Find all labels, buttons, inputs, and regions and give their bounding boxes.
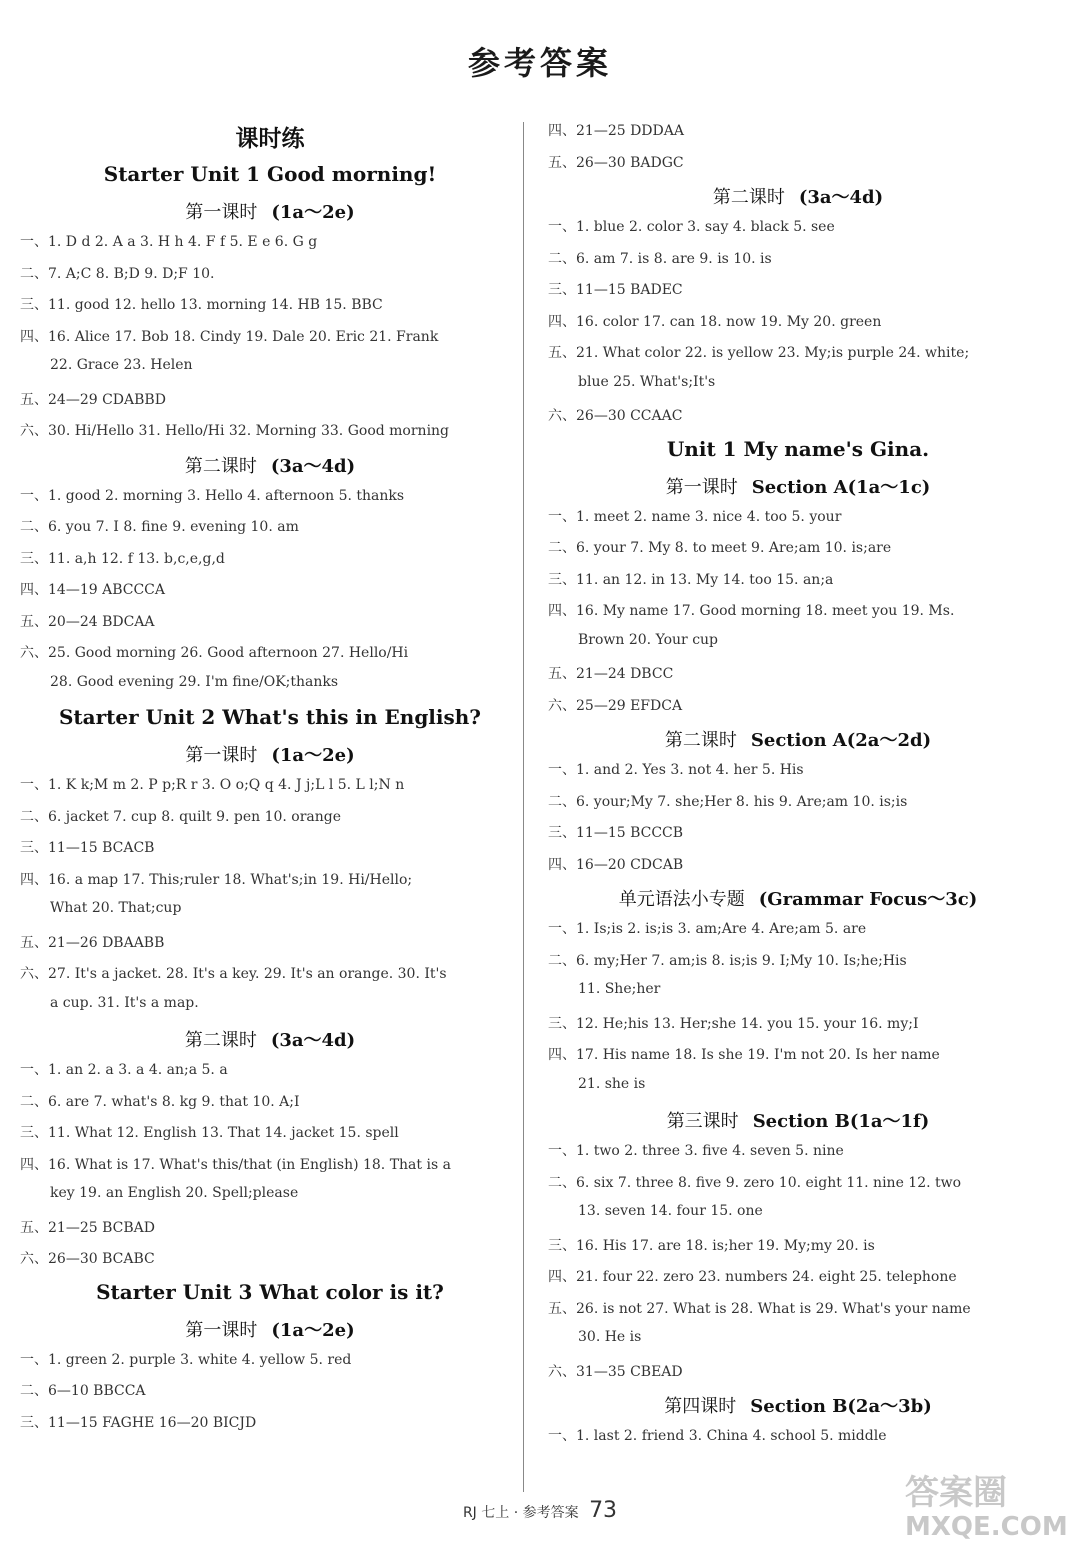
lesson-heading xyxy=(548,183,1048,209)
answer-line: 二、6. my;Her 7. am;is 8. is;is 9. I;My 10. Is;he;His xyxy=(548,952,907,969)
answer-line: 30. He is xyxy=(578,1329,642,1345)
answer-line: 三、11—15 BADEC xyxy=(548,282,683,298)
answer-line: 一、1. K k;M m 2. P p;R r 3. O o;Q q 4. J j;L l 5. L l;N n xyxy=(20,777,405,793)
answer-line: 一、1. Is;is 2. is;is 3. am;Are 4. Are;am 5. are xyxy=(548,921,867,937)
answer-line: 三、16. His 17. are 18. is;her 19. My;my 20. is xyxy=(548,1237,875,1254)
answer-line: 一、1. meet 2. name 3. nice 4. too 5. your xyxy=(548,508,842,525)
column-divider xyxy=(523,122,524,1492)
answer-line: 二、7. A;C 8. B;D 9. D;F 10. xyxy=(20,265,215,282)
answer-line: 五、21—25 BCBAD xyxy=(20,1219,155,1236)
answer-line: 一、1. D d 2. A a 3. H h 4. F f 5. E e 6. G g xyxy=(20,234,318,250)
answer-line: 22. Grace 23. Helen xyxy=(50,357,193,373)
answer-line: 五、20—24 BDCAA xyxy=(20,613,155,630)
lesson-title: 第二课时 xyxy=(184,455,257,477)
answer-line: 三、12. He;his 13. Her;she 14. you 15. your 16. my;I xyxy=(548,1015,919,1032)
lesson-heading xyxy=(548,1392,1048,1418)
answer-line: blue 25. What's;It's xyxy=(578,373,716,390)
page-title: 参考答案 xyxy=(467,44,612,82)
answer-line: 四、16. My name 17. Good morning 18. meet you 19. Ms. xyxy=(548,603,955,619)
answer-line: 二、6. your 7. My 8. to meet 9. Are;am 10. is;are xyxy=(548,540,892,556)
answer-line: 二、6. six 7. three 8. five 9. zero 10. eight 11. nine 12. two xyxy=(548,1174,962,1191)
answer-line: 二、6. am 7. is 8. are 9. is 10. is xyxy=(548,250,772,267)
answer-line: 一、1. good 2. morning 3. Hello 4. afternoon 5. thanks xyxy=(20,487,405,504)
answer-line: 三、11—15 BCCCB xyxy=(548,825,684,841)
answer-line: 三、11. an 12. in 13. My 14. too 15. an;a xyxy=(548,571,834,588)
answer-line: 二、6—10 BBCCA xyxy=(20,1383,146,1399)
lesson-title: 单元语法小专题 xyxy=(618,889,745,910)
answer-line: 三、11. a,h 12. f 13. b,c,e,g,d xyxy=(20,550,225,567)
lesson-title: 第四课时 xyxy=(664,1396,737,1417)
answer-line: 五、21—26 DBAABB xyxy=(20,934,165,951)
answer-line: 二、6. are 7. what's 8. kg 9. that 10. A;I xyxy=(20,1093,300,1110)
answer-line: 四、21—25 DDDAA xyxy=(548,123,684,139)
answer-line: key 19. an English 20. Spell;please xyxy=(50,1185,299,1201)
answer-line: 一、1. an 2. a 3. a 4. an;a 5. a xyxy=(20,1062,228,1078)
lesson-range: (1a～2e) xyxy=(271,745,355,766)
answer-line: 一、1. green 2. purple 3. white 4. yellow 5. red xyxy=(20,1351,352,1368)
lesson-range: Section A(2a～2d) xyxy=(750,730,932,751)
lesson-title: 第一课时 xyxy=(185,1319,258,1341)
answer-line: 13. seven 14. four 15. one xyxy=(578,1203,763,1219)
answer-line: 六、26—30 BCABC xyxy=(20,1251,155,1267)
answer-line: 28. Good evening 29. I'm fine/OK;thanks xyxy=(50,673,339,690)
answer-line: 五、26. is not 27. What is 28. What is 29. What's your name xyxy=(548,1300,971,1317)
lesson-title: 第二课时 xyxy=(712,187,785,208)
answer-line: 二、6. you 7. I 8. fine 9. evening 10. am xyxy=(20,519,299,535)
answer-line: 三、11—15 FAGHE 16—20 BICJD xyxy=(20,1414,257,1431)
answer-line: 六、30. Hi/Hello 31. Hello/Hi 32. Morning 33. Good morning xyxy=(20,423,450,439)
answer-line: 六、25—29 EFDCA xyxy=(548,697,683,714)
lesson-range: (1a～2e) xyxy=(271,1319,355,1341)
page-number: 73 xyxy=(589,1498,618,1523)
lesson-range: (3a～4d) xyxy=(270,1030,356,1051)
lesson-heading xyxy=(20,1026,520,1052)
lesson-title: 第一课时 xyxy=(185,745,258,766)
answer-line: 五、24—29 CDABBD xyxy=(20,391,166,408)
answer-line: 六、25. Good morning 26. Good afternoon 27. Hello/Hi xyxy=(20,645,409,661)
answer-line: 11. She;her xyxy=(578,981,661,997)
lesson-heading xyxy=(20,1316,520,1342)
answer-line: 二、6. your;My 7. she;Her 8. his 9. Are;am 10. is;is xyxy=(548,793,908,810)
answer-line: 三、11. good 12. hello 13. morning 14. HB 15. BBC xyxy=(20,297,383,313)
watermark-url: MXQE.COM xyxy=(905,1512,1068,1542)
watermark-logo: 答案圈 xyxy=(905,1473,1007,1513)
lesson-title: 第一课时 xyxy=(665,476,738,498)
lesson-range: Section B(2a～3b) xyxy=(750,1396,932,1417)
lesson-title: 第一课时 xyxy=(185,202,258,223)
answer-line: 四、14—19 ABCCCA xyxy=(20,582,165,598)
lesson-title: 第二课时 xyxy=(664,730,737,751)
lesson-heading xyxy=(548,473,1048,499)
answer-line: 21. she is xyxy=(578,1075,646,1092)
answer-line: a cup. 31. It's a map. xyxy=(50,994,199,1011)
lesson-title: 第三课时 xyxy=(666,1111,739,1132)
unit-heading: Starter Unit 3 What color is it? xyxy=(96,1279,444,1304)
lesson-range: (1a～2e) xyxy=(271,202,355,223)
answer-line: 四、17. His name 18. Is she 19. I'm not 20. Is her name xyxy=(548,1047,940,1063)
lesson-range: Section B(1a～1f) xyxy=(752,1111,930,1132)
answer-line: 四、16. a map 17. This;ruler 18. What's;in 19. Hi/Hello; xyxy=(20,871,413,888)
answer-line: 四、16—20 CDCAB xyxy=(548,856,684,873)
lesson-heading xyxy=(20,198,520,224)
lesson-heading xyxy=(548,726,1048,752)
unit-heading: Starter Unit 2 What's this in English? xyxy=(58,705,482,729)
answer-line: 一、1. last 2. friend 3. China 4. school 5. middle xyxy=(548,1428,887,1444)
answer-line: 二、6. jacket 7. cup 8. quilt 9. pen 10. orange xyxy=(20,808,342,825)
answer-line: 三、11—15 BCACB xyxy=(20,840,155,856)
answer-line: 六、26—30 CCAAC xyxy=(548,408,683,424)
answer-line: 四、16. Alice 17. Bob 18. Cindy 19. Dale 20. Eric 21. Frank xyxy=(20,328,439,345)
lesson-range: (3a～4d) xyxy=(798,187,884,208)
unit-heading: Unit 1 My name's Gina. xyxy=(666,436,930,461)
answer-line: 四、16. What is 17. What's this/that (in English) 18. That is a xyxy=(20,1156,451,1173)
lesson-range: (Grammar Focus～3c) xyxy=(758,889,978,910)
answer-line: 六、27. It's a jacket. 28. It's a key. 29. It's an orange. 30. It's xyxy=(20,966,447,982)
answer-line: 四、16. color 17. can 18. now 19. My 20. green xyxy=(548,313,882,330)
answer-line: 一、1. two 2. three 3. five 4. seven 5. nine xyxy=(548,1143,844,1159)
lesson-range: (3a～4d) xyxy=(270,455,356,477)
answer-line: 三、11. What 12. English 13. That 14. jacket 15. spell xyxy=(20,1125,399,1141)
answer-line: 六、31—35 CBEAD xyxy=(548,1363,683,1380)
section-heading: 课时练 xyxy=(235,126,305,152)
answer-line: 一、1. and 2. Yes 3. not 4. her 5. His xyxy=(548,762,804,778)
answer-line: 四、21. four 22. zero 23. numbers 24. eight 25. telephone xyxy=(548,1269,957,1285)
unit-heading: Starter Unit 1 Good morning! xyxy=(103,162,437,186)
answer-line: 五、26—30 BADGC xyxy=(548,154,684,171)
answer-line: 一、1. blue 2. color 3. say 4. black 5. see xyxy=(548,219,835,235)
answer-line: 五、21—24 DBCC xyxy=(548,666,674,682)
answer-line: 五、21. What color 22. is yellow 23. My;is purple 24. white; xyxy=(548,345,970,361)
lesson-heading xyxy=(548,1107,1048,1133)
footer-label: RJ 七上 · 参考答案 xyxy=(462,1505,579,1521)
lesson-heading xyxy=(20,452,520,478)
lesson-title: 第二课时 xyxy=(184,1030,257,1051)
lesson-heading xyxy=(20,741,520,767)
answer-line: Brown 20. Your cup xyxy=(578,631,719,648)
lesson-range: Section A(1a～1c) xyxy=(751,476,931,498)
lesson-heading xyxy=(548,885,1048,911)
answer-line: What 20. That;cup xyxy=(50,900,182,916)
